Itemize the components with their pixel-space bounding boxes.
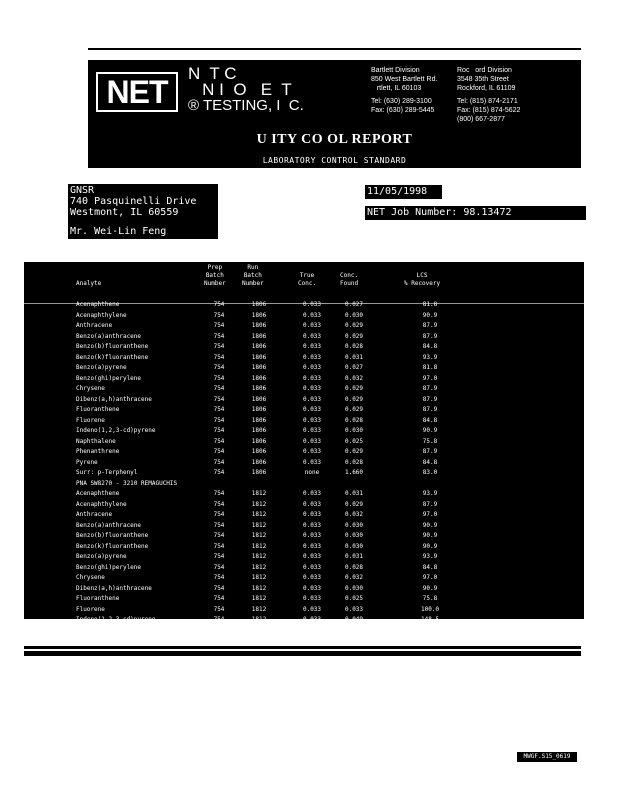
table-row — [24, 437, 584, 448]
cell-found: 0.030 — [344, 427, 364, 434]
cell-run: 1812 — [251, 563, 267, 571]
cell-lcs: 87.9 — [422, 448, 438, 455]
cell-prep: 754 — [213, 406, 225, 413]
cell-lcs: 84.8 — [422, 343, 438, 350]
cell-lcs: 83.0 — [422, 469, 438, 476]
table-row — [24, 542, 584, 553]
cell-found: 0.029 — [344, 448, 364, 455]
footer-code: MWGF.S15_0619 — [517, 752, 577, 762]
company-line-3: ® TESTING, I C. — [188, 97, 304, 114]
table-row — [24, 615, 584, 626]
cell-lcs: 84.8 — [422, 563, 438, 571]
cell-found: 0.032 — [344, 511, 364, 518]
table-row — [24, 500, 584, 511]
cell-run: 1806 — [251, 311, 267, 319]
rockford-line: Roc ord Division — [457, 67, 512, 74]
cell-found: 0.027 — [344, 301, 364, 308]
cell-true: 0.033 — [302, 458, 322, 466]
cell-lcs: 97.0 — [422, 511, 438, 518]
table-row — [24, 584, 584, 595]
header-prep-batch: Prep Batch Number — [204, 264, 226, 287]
table-row — [24, 594, 584, 605]
cell-analyte: Benzo(ghi)perylene — [76, 374, 142, 382]
cell-lcs: 100.0 — [420, 605, 440, 613]
cell-run: 1806 — [251, 353, 267, 361]
cell-analyte: Fluoranthene — [76, 595, 120, 602]
cell-prep: 754 — [213, 437, 225, 445]
table-row — [24, 395, 584, 406]
cell-lcs: 90.9 — [422, 311, 438, 319]
rockford-line: 3548 35th Street — [457, 76, 509, 83]
cell-prep: 754 — [213, 374, 225, 382]
cell-found: 0.031 — [344, 490, 364, 497]
cell-true: 0.033 — [302, 521, 322, 529]
table-row — [24, 552, 584, 563]
cell-run: 1806 — [251, 448, 267, 455]
cell-run: 1812 — [251, 542, 267, 550]
cell-prep: 754 — [213, 385, 225, 392]
cell-true: 0.033 — [302, 427, 322, 434]
table-row — [24, 342, 584, 353]
cell-lcs: 93.9 — [422, 490, 438, 497]
cell-true: 0.033 — [302, 490, 322, 497]
cell-analyte: Fluoranthene — [76, 406, 120, 413]
cell-true: 0.033 — [302, 437, 322, 445]
cell-prep: 754 — [213, 322, 225, 329]
table-row — [24, 332, 584, 343]
cell-true: 0.033 — [302, 511, 322, 518]
cell-analyte: Naphthalene — [76, 437, 116, 445]
cell-lcs: 87.9 — [422, 322, 438, 329]
cell-run: 1812 — [251, 532, 267, 539]
table-row — [24, 300, 584, 311]
cell-found: 0.030 — [344, 311, 364, 319]
cell-lcs: 90.9 — [422, 584, 438, 592]
bartlett-line: rtlett, IL 60103 — [371, 85, 422, 92]
bartlett-line: 850 West Bartlett Rd. — [371, 76, 438, 83]
cell-run: 1812 — [251, 511, 267, 518]
rockford-line: Fax: (815) 874-5622 — [457, 107, 521, 114]
client-contact: Mr. Wei-Lin Feng — [68, 225, 218, 239]
cell-lcs: 87.9 — [422, 385, 438, 392]
net-logo: NET — [96, 72, 178, 112]
table-row — [24, 321, 584, 332]
cell-found: 0.030 — [344, 521, 364, 529]
cell-found: 0.032 — [344, 574, 364, 581]
cell-true: 0.033 — [302, 616, 322, 623]
table-row — [24, 447, 584, 458]
cell-run: 1806 — [251, 374, 267, 382]
cell-prep: 754 — [213, 532, 225, 539]
report-subtitle: LABORATORY CONTROL STANDARD — [262, 156, 407, 165]
cell-analyte: Acenaphthylene — [76, 500, 127, 508]
top-rule — [88, 48, 581, 50]
cell-analyte: Anthracene — [76, 322, 113, 329]
rockford-line: Rockford, IL 61109 — [457, 85, 516, 92]
table-row — [24, 311, 584, 322]
cell-found: 0.032 — [344, 374, 364, 382]
cell-run: 1806 — [251, 469, 267, 476]
cell-prep: 754 — [213, 469, 225, 476]
cell-prep: 754 — [213, 458, 225, 466]
cell-analyte: Surr: p-Terphenyl — [76, 469, 138, 476]
cell-true: 0.033 — [302, 605, 322, 613]
cell-true: 0.033 — [302, 563, 322, 571]
bartlett-line: Bartlett Division — [371, 67, 420, 74]
rockford-line: (800) 667-2877 — [457, 116, 505, 123]
cell-true: 0.033 — [302, 500, 322, 508]
letterhead — [88, 60, 581, 168]
cell-true: 0.033 — [302, 448, 322, 455]
cell-analyte: Benzo(a)pyrene — [76, 553, 127, 560]
cell-prep: 754 — [213, 353, 225, 361]
header-conc-found: Conc. Found — [340, 272, 359, 287]
cell-true: 0.033 — [302, 332, 322, 340]
cell-true: 0.033 — [302, 343, 322, 350]
cell-lcs: 84.8 — [422, 416, 438, 424]
cell-analyte: Dibenz(a,h)anthracene — [76, 395, 152, 403]
cell-prep: 754 — [213, 553, 225, 560]
cell-run: 1806 — [251, 385, 267, 392]
cell-lcs: 90.9 — [422, 542, 438, 550]
cell-found: 0.029 — [344, 500, 364, 508]
table-row — [24, 531, 584, 542]
cell-prep: 754 — [213, 332, 225, 340]
rockford-line: Tel: (815) 874-2171 — [457, 98, 518, 105]
cell-found: 0.028 — [344, 563, 364, 571]
table-row — [24, 405, 584, 416]
cell-prep: 754 — [213, 448, 225, 455]
cell-prep: 754 — [213, 416, 225, 424]
cell-analyte: Chrysene — [76, 385, 105, 392]
cell-found: 0.027 — [344, 364, 364, 371]
cell-found: 0.030 — [344, 542, 364, 550]
cell-found: 0.028 — [344, 343, 364, 350]
table-row — [24, 384, 584, 395]
cell-prep: 754 — [213, 511, 225, 518]
header-analyte: Analyte — [76, 280, 102, 287]
cell-found: 0.031 — [344, 553, 364, 560]
cell-true: 0.033 — [302, 574, 322, 581]
cell-prep: 754 — [213, 563, 225, 571]
table-row — [24, 468, 584, 479]
cell-analyte: Benzo(a)anthracene — [76, 521, 142, 529]
table-row — [24, 489, 584, 500]
company-line-2: N I O E T — [188, 80, 292, 99]
table-row — [24, 605, 584, 616]
cell-lcs: 87.9 — [422, 332, 438, 340]
cell-prep: 754 — [213, 301, 225, 308]
cell-found: 0.028 — [344, 458, 364, 466]
cell-true: 0.033 — [302, 406, 322, 413]
cell-run: 1812 — [251, 521, 267, 529]
cell-lcs: 90.9 — [422, 427, 438, 434]
cell-found: 0.029 — [344, 395, 364, 403]
header-run-batch: Run Batch Number — [242, 264, 264, 287]
cell-prep: 754 — [213, 490, 225, 497]
bartlett-address — [371, 66, 437, 115]
report-title: U ITY CO OL REPORT — [256, 132, 413, 147]
cell-prep: 754 — [213, 542, 225, 550]
cell-analyte: Fluorene — [76, 416, 105, 424]
bartlett-line: Tel: (630) 289-3100 — [371, 98, 432, 105]
cell-lcs: 87.9 — [422, 395, 438, 403]
cell-run: 1806 — [251, 395, 267, 403]
cell-lcs: 90.9 — [422, 521, 438, 529]
bottom-rule-thick — [24, 651, 581, 656]
header-true-conc: True Conc. — [298, 272, 317, 287]
cell-true: 0.033 — [302, 311, 322, 319]
cell-analyte: Indeno(1,2,3-cd)pyrene — [76, 616, 156, 623]
cell-found: 0.031 — [344, 353, 364, 361]
cell-run: 1806 — [251, 343, 267, 350]
cell-run: 1812 — [251, 584, 267, 592]
cell-run: 1806 — [251, 364, 267, 371]
cell-true: none — [304, 469, 320, 476]
cell-analyte: Anthracene — [76, 511, 113, 518]
bottom-rule — [24, 646, 581, 649]
table-row — [24, 426, 584, 437]
cell-lcs: 81.8 — [422, 301, 438, 308]
cell-found: 0.025 — [344, 437, 364, 445]
cell-prep: 754 — [213, 595, 225, 602]
cell-run: 1806 — [251, 437, 267, 445]
cell-analyte: Benzo(k)fluoranthene — [76, 542, 149, 550]
cell-analyte: Chrysene — [76, 574, 105, 581]
cell-true: 0.033 — [302, 385, 322, 392]
cell-lcs: 93.9 — [422, 353, 438, 361]
cell-found: 0.049 — [344, 616, 364, 623]
cell-analyte: Benzo(b)fluoranthene — [76, 343, 149, 350]
cell-lcs: 75.8 — [422, 437, 438, 445]
cell-prep: 754 — [213, 574, 225, 581]
company-name — [188, 66, 304, 114]
cell-true: 0.033 — [302, 374, 322, 382]
cell-prep: 754 — [213, 521, 225, 529]
cell-run: 1812 — [251, 500, 267, 508]
cell-lcs: 93.9 — [422, 553, 438, 560]
cell-prep: 754 — [213, 616, 225, 623]
cell-found: 0.030 — [344, 532, 364, 539]
cell-run: 1806 — [251, 416, 267, 424]
cell-run: 1812 — [251, 553, 267, 560]
cell-analyte: Pyrene — [76, 458, 98, 466]
cell-analyte: Acenaphthene — [76, 301, 120, 308]
table-row — [24, 573, 584, 584]
cell-analyte: Acenaphthene — [76, 490, 120, 497]
cell-analyte: Fluorene — [76, 605, 105, 613]
cell-analyte: Benzo(ghi)perylene — [76, 563, 142, 571]
lcs-table — [24, 262, 584, 623]
cell-run: 1806 — [251, 427, 267, 434]
cell-found: 0.029 — [344, 406, 364, 413]
cell-true: 0.033 — [302, 395, 322, 403]
cell-run: 1812 — [251, 595, 267, 602]
cell-run: 1806 — [251, 458, 267, 466]
cell-prep: 754 — [213, 395, 225, 403]
client-address-line-1: 740 Pasquinelli Drive — [70, 196, 197, 207]
cell-prep: 754 — [213, 500, 225, 508]
cell-lcs: 87.9 — [422, 406, 438, 413]
cell-analyte: Benzo(b)fluoranthene — [76, 532, 149, 539]
cell-run: 1812 — [251, 574, 267, 581]
cell-true: 0.033 — [302, 584, 322, 592]
cell-lcs: 75.8 — [422, 595, 438, 602]
cell-run: 1812 — [251, 605, 267, 613]
table-row — [24, 479, 584, 490]
job-number: NET Job Number: 98.13472 — [365, 206, 586, 220]
cell-prep: 754 — [213, 343, 225, 350]
cell-found: 1.660 — [344, 469, 364, 476]
cell-run: 1812 — [251, 616, 267, 623]
cell-found: 0.030 — [344, 584, 364, 592]
cell-found: 0.028 — [344, 416, 364, 424]
table-row — [24, 416, 584, 427]
table-body — [24, 300, 584, 626]
cell-prep: 754 — [213, 605, 225, 613]
cell-true: 0.033 — [302, 595, 322, 602]
report-date: 11/05/1998 — [365, 185, 442, 199]
cell-prep: 754 — [213, 364, 225, 371]
cell-true: 0.033 — [302, 364, 322, 371]
cell-analyte: Dibenz(a,h)anthracene — [76, 584, 152, 592]
cell-true: 0.033 — [302, 301, 322, 308]
cell-analyte: Benzo(a)anthracene — [76, 332, 142, 340]
cell-lcs: 84.8 — [422, 458, 438, 466]
cell-analyte: Benzo(a)pyrene — [76, 364, 127, 371]
cell-prep: 754 — [213, 311, 225, 319]
table-row — [24, 563, 584, 574]
cell-true: 0.033 — [302, 532, 322, 539]
table-row — [24, 353, 584, 364]
cell-lcs: 148.5 — [420, 616, 440, 623]
cell-prep: 754 — [213, 584, 225, 592]
cell-run: 1812 — [251, 490, 267, 497]
cell-run: 1806 — [251, 322, 267, 329]
cell-true: 0.033 — [302, 416, 322, 424]
cell-found: 0.029 — [344, 385, 364, 392]
cell-found: 0.029 — [344, 322, 364, 329]
bartlett-line: Fax: (630) 289-5445 — [371, 107, 435, 114]
cell-true: 0.033 — [302, 322, 322, 329]
cell-true: 0.033 — [302, 553, 322, 560]
cell-found: 0.029 — [344, 332, 364, 340]
client-address-line-2: Westmont, IL 60559 — [70, 207, 179, 218]
cell-run: 1806 — [251, 406, 267, 413]
client-name: GNSR — [70, 185, 95, 196]
cell-lcs: 97.0 — [422, 574, 438, 581]
cell-true: 0.033 — [302, 542, 322, 550]
cell-prep: 754 — [213, 427, 225, 434]
cell-true: 0.033 — [302, 353, 322, 361]
cell-analyte: Benzo(k)fluoranthene — [76, 353, 149, 361]
table-row — [24, 363, 584, 374]
cell-lcs: 81.8 — [422, 364, 438, 371]
cell-lcs: 97.0 — [422, 374, 438, 382]
table-row — [24, 521, 584, 532]
cell-lcs: 87.9 — [422, 500, 438, 508]
company-line-1: N T C — [188, 64, 246, 83]
table-row — [24, 458, 584, 469]
cell-run: 1806 — [251, 301, 267, 308]
cell-analyte: Indeno(1,2,3-cd)pyrene — [76, 427, 156, 434]
header-lcs-recovery: LCS % Recovery — [404, 272, 441, 287]
cell-found: 0.033 — [344, 605, 364, 613]
cell-analyte: Phenanthrene — [76, 448, 120, 455]
cell-run: 1806 — [251, 332, 267, 340]
rockford-address — [457, 66, 520, 124]
table-row — [24, 374, 584, 385]
cell-lcs: 90.9 — [422, 532, 438, 539]
table-row — [24, 510, 584, 521]
cell-found: 0.025 — [344, 595, 364, 602]
cell-analyte: Acenaphthylene — [76, 311, 127, 319]
cell-analyte: PNA SW8270 - 3210 REMAGUCHIS — [76, 479, 178, 487]
